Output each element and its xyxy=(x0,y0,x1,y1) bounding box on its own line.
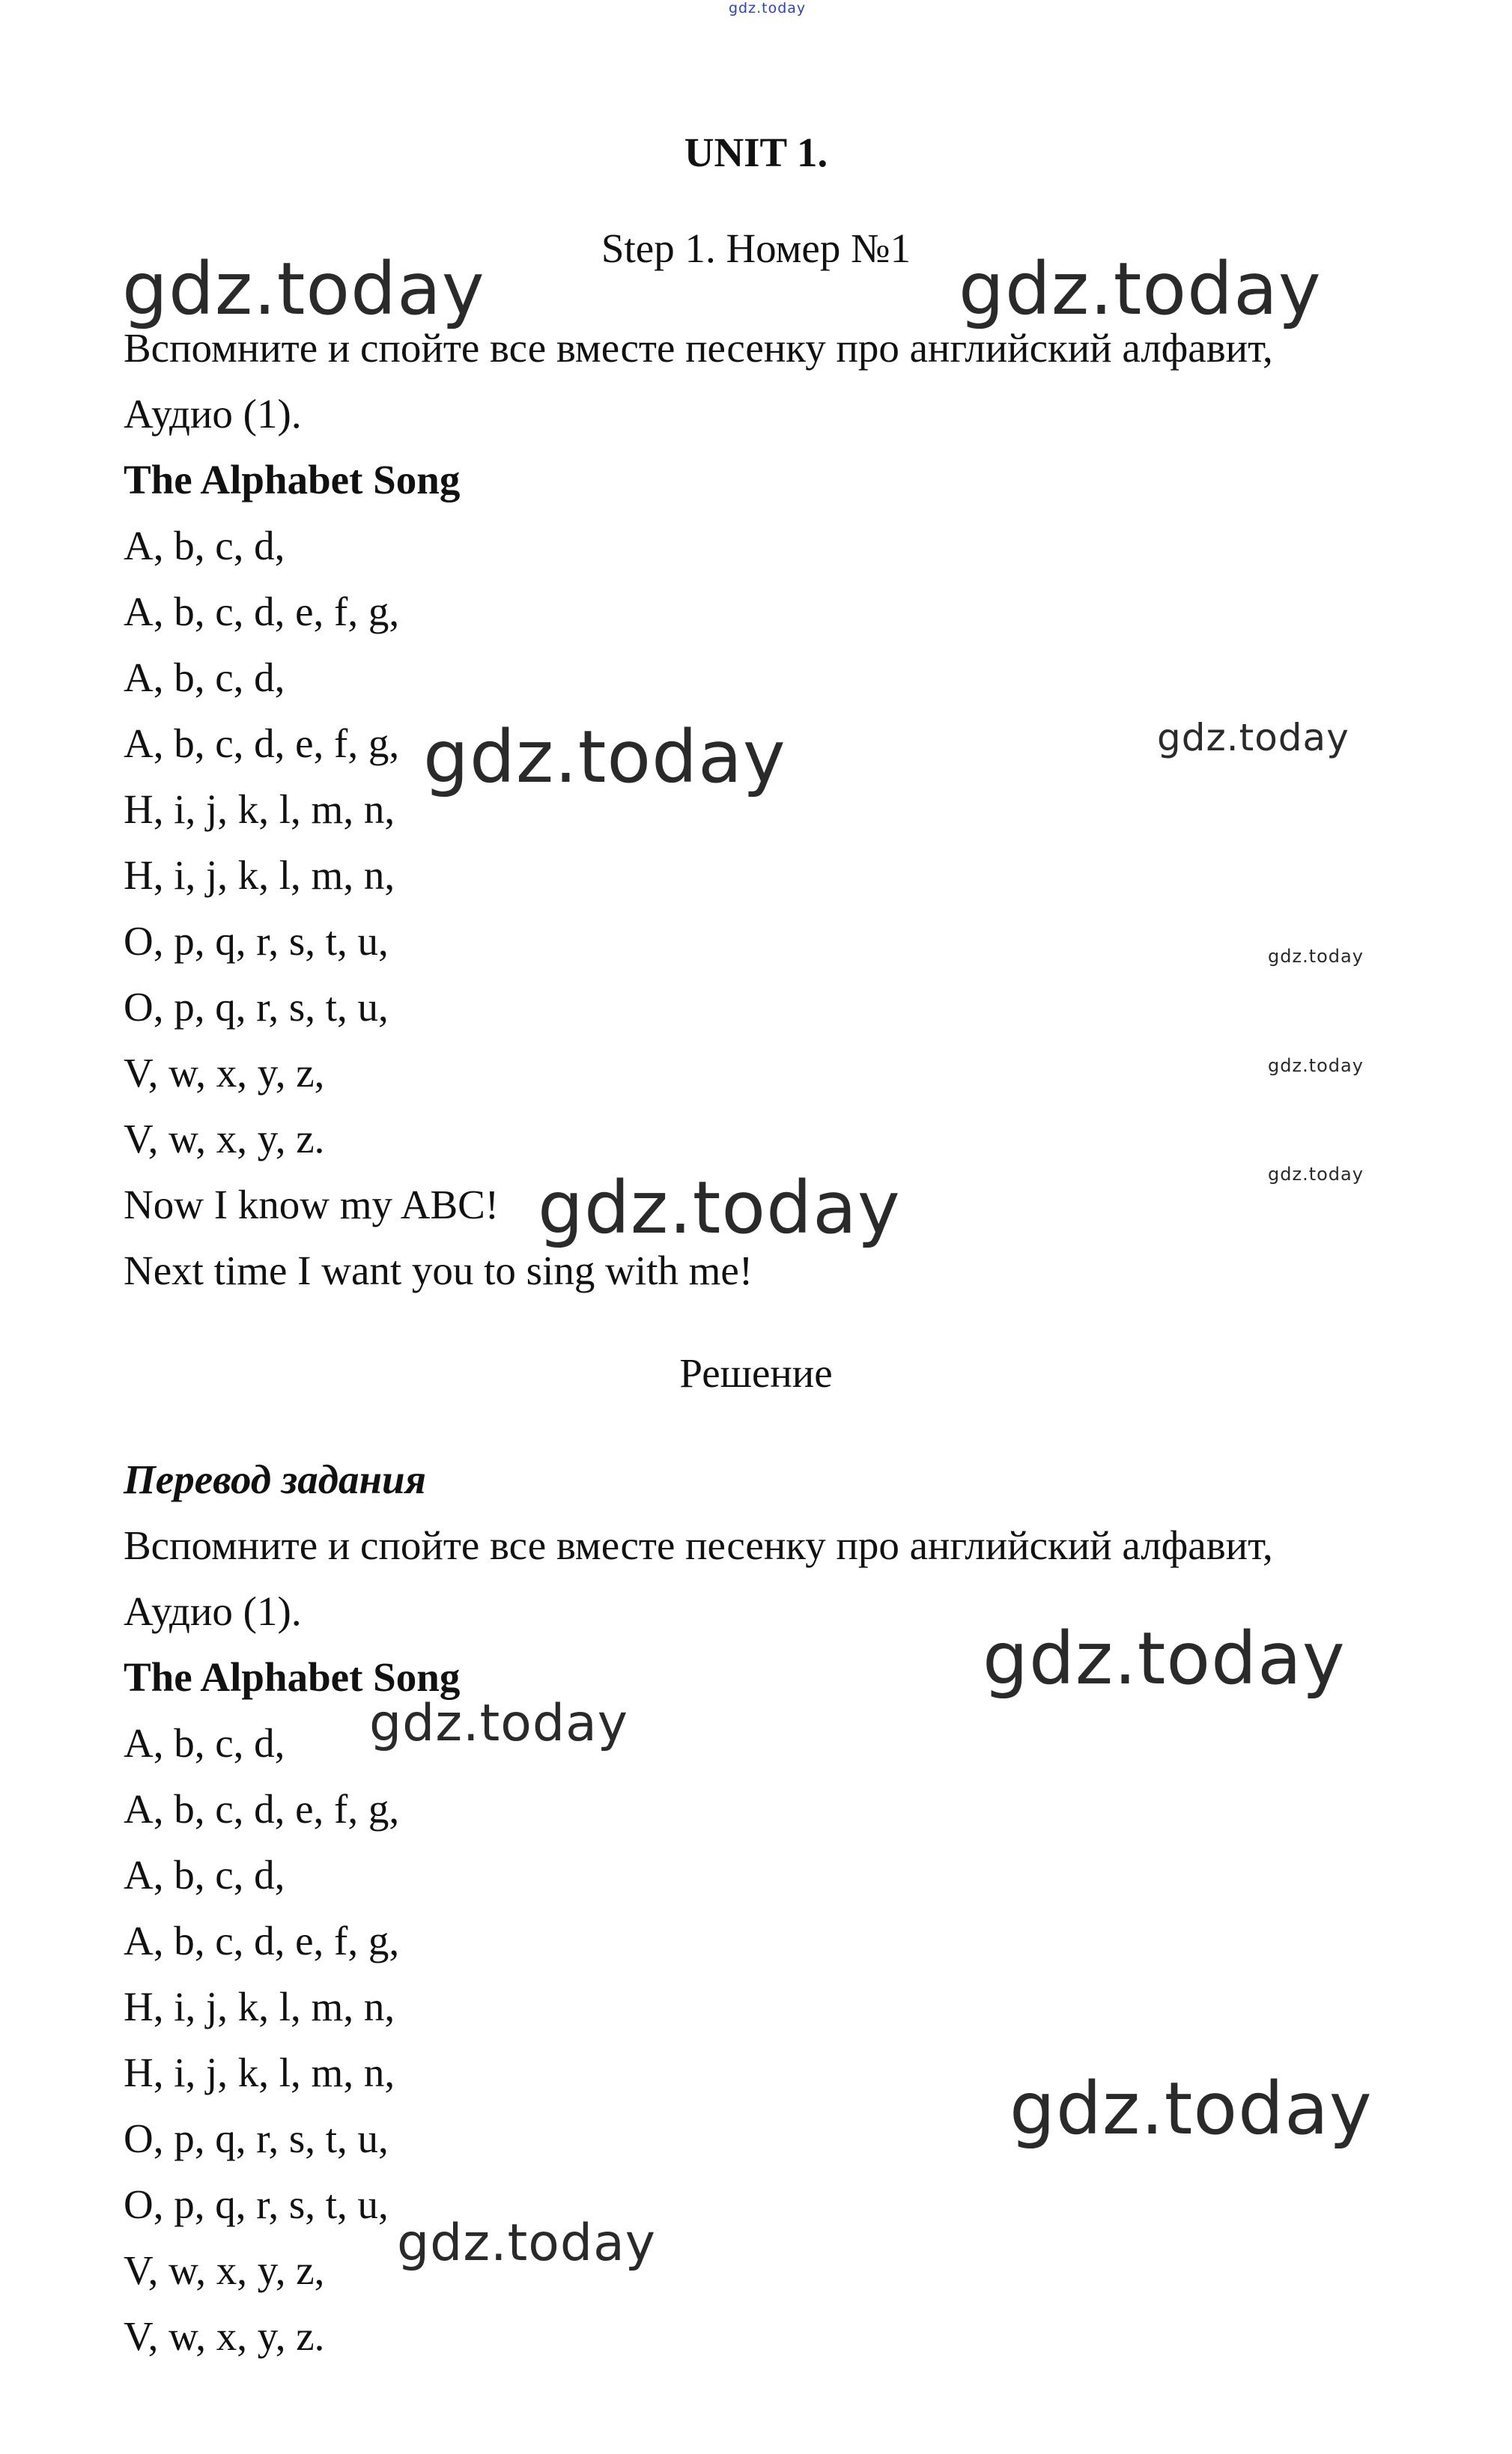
task-song-line: V, w, x, y, z, xyxy=(124,1050,325,1096)
watermark: gdz.today xyxy=(1009,2067,1373,2151)
translation-instruction-line2: Аудио (1). xyxy=(124,1588,302,1634)
translation-song-line: A, b, c, d, e, f, g, xyxy=(124,1918,400,1963)
task-song-line: A, b, c, d, xyxy=(124,654,285,700)
task-song-line: Next time I want you to sing with me! xyxy=(124,1248,753,1293)
watermark: gdz.today xyxy=(538,1166,901,1250)
solution-heading: Решение xyxy=(679,1350,833,1396)
task-song-line: V, w, x, y, z. xyxy=(124,1116,325,1161)
watermark: gdz.today xyxy=(1268,1055,1364,1076)
task-song-line: A, b, c, d, e, f, g, xyxy=(124,720,400,766)
task-instruction-line1: Вспомните и спойте все вместе песенку про английский алфавит, xyxy=(124,325,1273,371)
translation-song-line: A, b, c, d, xyxy=(124,1852,285,1898)
translation-song-line: V, w, x, y, z, xyxy=(124,2247,325,2293)
task-song-line: H, i, j, k, l, m, n, xyxy=(124,852,395,898)
translation-song-line: H, i, j, k, l, m, n, xyxy=(124,2050,395,2095)
task-instruction-line2: Аудио (1). xyxy=(124,391,302,437)
translation-song-line: A, b, c, d, e, f, g, xyxy=(124,1786,400,1832)
step-heading: Step 1. Номер №1 xyxy=(601,225,911,271)
translation-song-line: O, p, q, r, s, t, u, xyxy=(124,2116,389,2161)
watermark: gdz.today xyxy=(983,1617,1346,1701)
translation-song-line: H, i, j, k, l, m, n, xyxy=(124,1984,395,2029)
translation-song-title: The Alphabet Song xyxy=(124,1654,461,1700)
translation-song-line: A, b, c, d, xyxy=(124,1720,285,1766)
watermark: gdz.today xyxy=(369,1694,628,1753)
task-song-line: O, p, q, r, s, t, u, xyxy=(124,984,389,1030)
translation-instruction-line1: Вспомните и спойте все вместе песенку про английский алфавит, xyxy=(124,1522,1273,1568)
watermark: gdz.today xyxy=(1157,716,1349,759)
task-song-line: H, i, j, k, l, m, n, xyxy=(124,786,395,832)
task-song-line: A, b, c, d, e, f, g, xyxy=(124,589,400,634)
task-song-title: The Alphabet Song xyxy=(124,457,461,502)
unit-heading: UNIT 1. xyxy=(684,130,828,175)
watermark: gdz.today xyxy=(423,715,786,799)
watermark: gdz.today xyxy=(959,247,1322,331)
watermark: gdz.today xyxy=(397,2214,656,2273)
watermark-top: gdz.today xyxy=(729,0,807,16)
task-song-line: Now I know my ABC! xyxy=(124,1182,500,1227)
watermark: gdz.today xyxy=(1268,1164,1364,1185)
translation-heading: Перевод задания xyxy=(124,1457,426,1502)
translation-song-line: V, w, x, y, z. xyxy=(124,2313,325,2359)
watermark: gdz.today xyxy=(122,247,485,331)
task-song-line: O, p, q, r, s, t, u, xyxy=(124,918,389,964)
watermark: gdz.today xyxy=(1268,946,1364,967)
translation-song-line: O, p, q, r, s, t, u, xyxy=(124,2181,389,2227)
task-song-line: A, b, c, d, xyxy=(124,523,285,568)
